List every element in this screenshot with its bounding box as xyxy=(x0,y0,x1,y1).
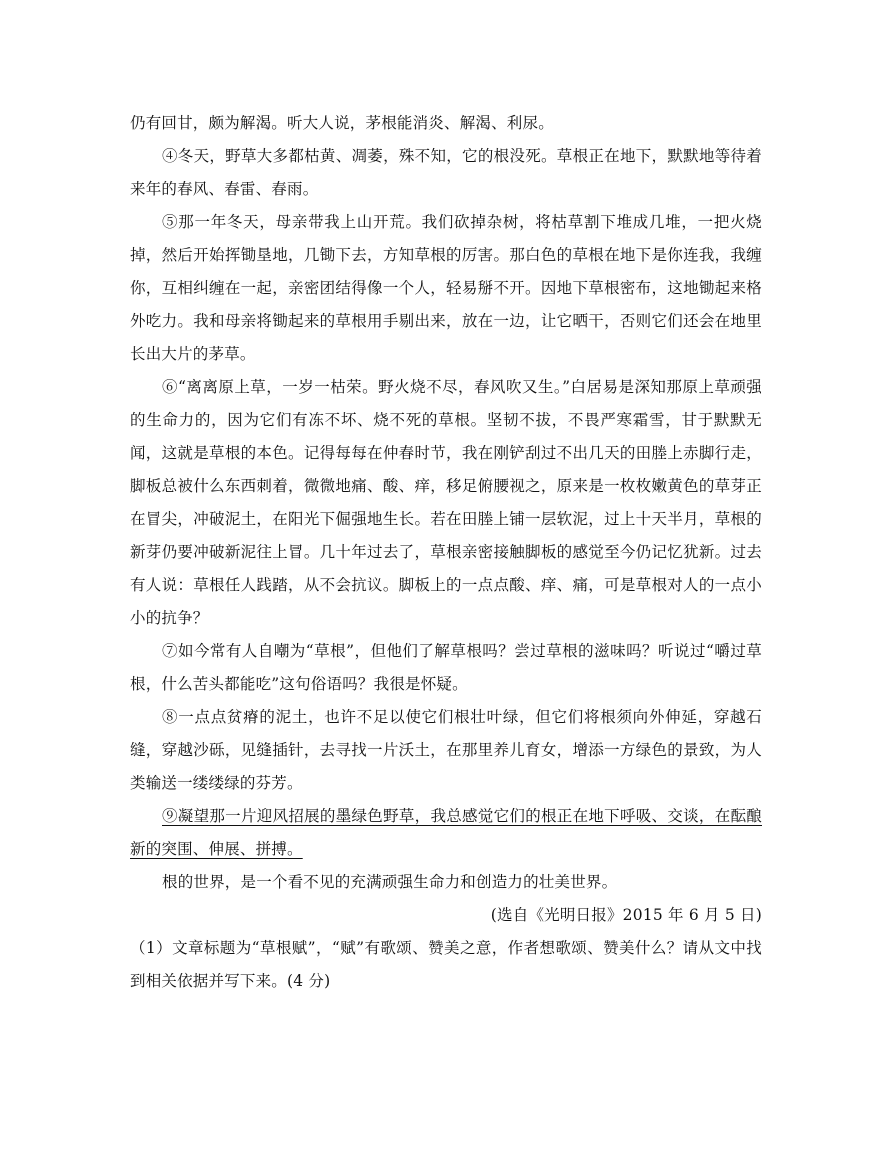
paragraph-closing: 根的世界，是一个看不见的充满顽强生命力和创造力的壮美世界。 xyxy=(162,873,618,891)
source-citation: (选自《光明日报》2015 年 6 月 5 日) xyxy=(490,906,762,924)
paragraph-5: ⑤那一年冬天，母亲带我上山开荒。我们砍掉杂树，将枯草割下堆成几堆，一把火烧掉，然后开始挥锄垦地，几锄下去，方知草根的厉害。那白色的草根在地下是你连我，我缠你，互相纠缠在一起，亲密团结得像一个人，轻易掰不开。因地下草根密布，这地锄起来格外吃力。我和母亲将锄起来的草根用手剔出来，放在一边，让它晒干，否则它们还会在地里长出大片的茅草。 xyxy=(130,213,762,363)
paragraph-7: ⑦如今常有人自嘲为“草根”，但他们了解草根吗？尝过草根的滋味吗？听说过“嚼过草根，什么苦头都能吃”这句俗语吗？我很是怀疑。 xyxy=(130,642,762,693)
paragraph-4: ④冬天，野草大多都枯黄、凋萎，殊不知，它的根没死。草根正在地下，默默地等待着来年的春风、春雷、春雨。 xyxy=(130,147,762,198)
paragraph-9 xyxy=(130,800,762,866)
question-1: （1）文章标题为“草根赋”，“赋”有歌颂、赞美之意，作者想歌颂、赞美什么？请从文中找到相关依据并写下来。(4 分) xyxy=(130,939,762,990)
underlined-sentence: ⑨凝望那一片迎风招展的墨绿色野草，我总感觉它们的根正在地下呼吸、交谈，在酝酿新的突围、伸展、拼搏。 xyxy=(130,807,762,858)
paragraph-6: ⑥“离离原上草，一岁一枯荣。野火烧不尽，春风吹又生。”白居易是深知那原上草顽强的生命力的，因为它们有冻不坏、烧不死的草根。坚韧不拔，不畏严寒霜雪，甘于默默无闻，这就是草根的本色。记得每每在仲春时节，我在刚铲刮过不出几天的田塍上赤脚行走，脚板总被什么东西刺着，微微地痛、酸、痒，移足俯腰视之，原来是一枚枚嫩黄色的草芽正在冒尖，冲破泥土，在阳光下倔强地生长。若在田塍上铺一层软泥，过上十天半月，草根的新芽仍要冲破新泥往上冒。几十年过去了，草根亲密接触脚板的感觉至今仍记忆犹新。过去有人说：草根任人践踏，从不会抗议。脚板上的一点点酸、痒、痛，可是草根对人的一点小小的抗争？ xyxy=(130,378,762,627)
article-body xyxy=(130,107,762,998)
paragraph-8: ⑧一点点贫瘠的泥土，也许不足以使它们根壮叶绿，但它们将根须向外伸延，穿越石缝，穿越沙砾，见缝插针，去寻找一片沃土，在那里养儿育女，增添一方绿色的景致，为人类输送一缕缕绿的芬芳。 xyxy=(130,708,762,792)
paragraph-continuation: 仍有回甘，颇为解渴。听大人说，茅根能消炎、解渴、利尿。 xyxy=(130,114,554,132)
